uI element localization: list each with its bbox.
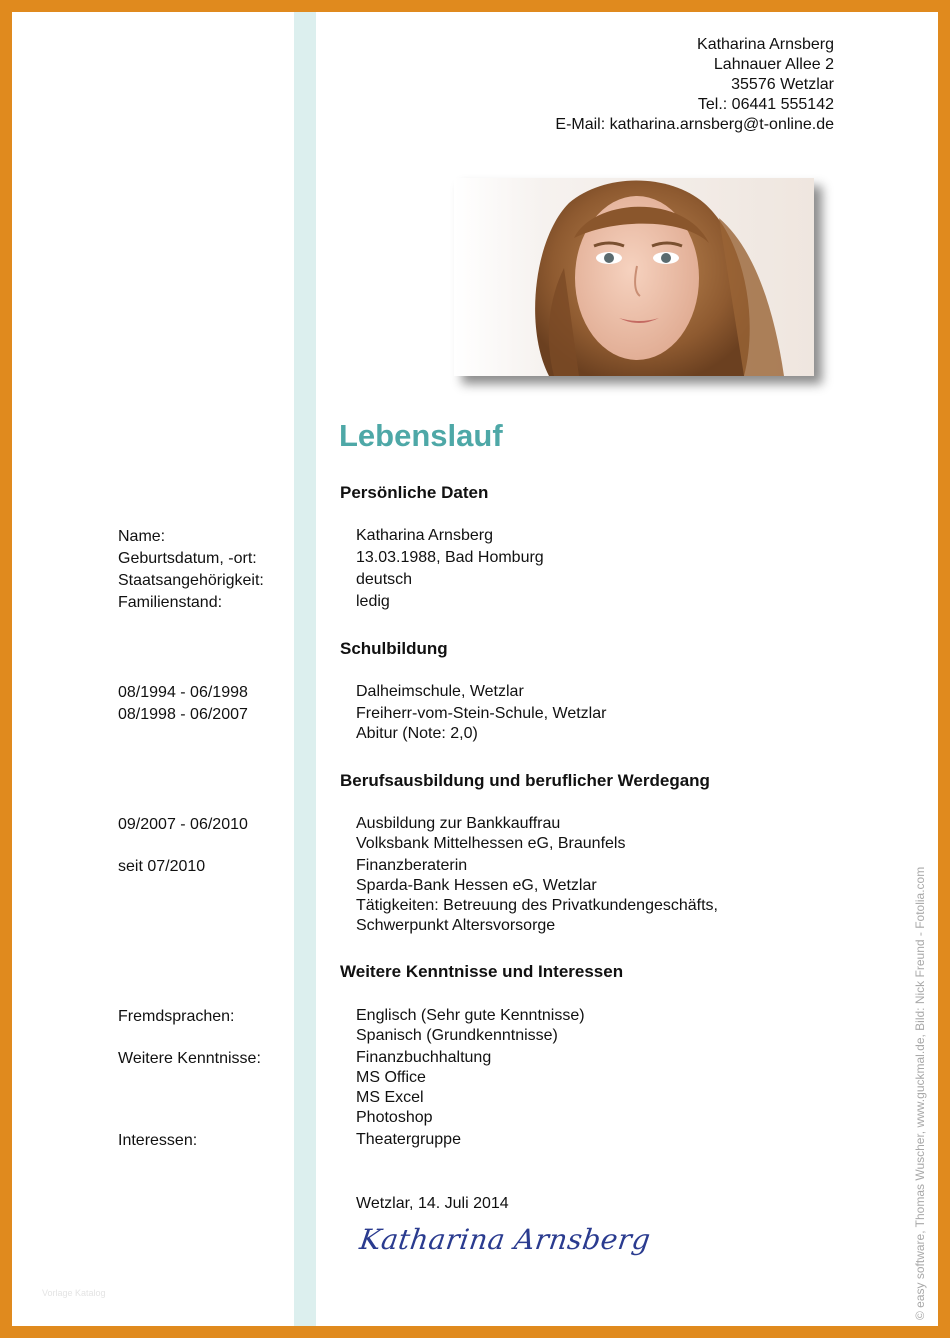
section-heading-school: Schulbildung [340, 639, 448, 658]
place-date: Wetzlar, 14. Juli 2014 [356, 1195, 509, 1212]
image-credit: © easy software, Thomas Wuscher, www.guckmal.de, Bild: Nick Freund - Fotolia.com [913, 866, 927, 1320]
contact-name: Katharina Arnsberg [697, 36, 834, 53]
career-entry-line: Finanzberaterin [356, 857, 468, 874]
career-entry-2 [356, 856, 718, 936]
value-marital-status: ledig [356, 593, 390, 610]
career-entry-line: Tätigkeiten: Betreuung des Privatkundengeschäfts, [356, 897, 718, 914]
skills-line: Englisch (Sehr gute Kenntnisse) [356, 1007, 585, 1024]
section-heading-career: Berufsausbildung und beruflicher Werdegang [340, 771, 710, 790]
label-birth: Geburtsdatum, -ort: [118, 550, 257, 567]
skills-label-other: Weitere Kenntnisse: [118, 1050, 261, 1067]
document-title: Lebenslauf [339, 418, 503, 453]
career-period-2: seit 07/2010 [118, 858, 206, 875]
skills-line: Spanisch (Grundkenntnisse) [356, 1027, 558, 1044]
school-period-2: 08/1998 - 06/2007 [118, 706, 248, 723]
contact-phone: Tel.: 06441 555142 [697, 96, 834, 113]
career-entry-line: Schwerpunkt Altersvorsorge [356, 917, 556, 934]
contact-email: E-Mail: katharina.arnsberg@t-online.de [555, 116, 834, 133]
school-entry-line: Abitur (Note: 2,0) [356, 725, 478, 742]
skills-line: MS Excel [356, 1089, 424, 1106]
value-name: Katharina Arnsberg [356, 527, 493, 544]
skills-interests [356, 1130, 461, 1150]
skills-languages [356, 1006, 585, 1046]
skills-line: Theatergruppe [356, 1131, 461, 1148]
label-name: Name: [118, 528, 166, 545]
skills-label-languages: Fremdsprachen: [118, 1008, 235, 1025]
contact-city: 35576 Wetzlar [731, 76, 834, 93]
section-heading-personal: Persönliche Daten [340, 483, 489, 502]
skills-other [356, 1048, 491, 1128]
label-marital-status: Familienstand: [118, 594, 223, 611]
school-entry-2 [356, 704, 606, 744]
value-nationality: deutsch [356, 571, 413, 588]
skills-line: MS Office [356, 1069, 426, 1086]
section-heading-skills: Weitere Kenntnisse und Interessen [340, 962, 624, 981]
label-nationality: Staatsangehörigkeit: [118, 572, 264, 589]
contact-block [555, 35, 834, 135]
school-period-1: 08/1994 - 06/1998 [118, 684, 248, 701]
career-period-1: 09/2007 - 06/2010 [118, 816, 248, 833]
watermark: Vorlage Katalog [42, 1288, 106, 1298]
school-entry-line: Freiherr-vom-Stein-Schule, Wetzlar [356, 705, 607, 722]
skills-line: Photoshop [356, 1109, 433, 1126]
career-entry-1 [356, 814, 625, 854]
career-entry-line: Volksbank Mittelhessen eG, Braunfels [356, 835, 626, 852]
signature: Katharina Arnsberg [357, 1223, 653, 1256]
school-entry-1 [356, 682, 524, 702]
career-entry-line: Sparda-Bank Hessen eG, Wetzlar [356, 877, 597, 894]
skills-label-interests: Interessen: [118, 1132, 198, 1149]
contact-street: Lahnauer Allee 2 [713, 56, 834, 73]
accent-stripe [294, 12, 316, 1326]
portrait-photo [454, 178, 814, 376]
value-birth: 13.03.1988, Bad Homburg [356, 549, 544, 566]
career-entry-line: Ausbildung zur Bankkauffrau [356, 815, 561, 832]
school-entry-line: Dalheimschule, Wetzlar [356, 683, 524, 700]
skills-line: Finanzbuchhaltung [356, 1049, 492, 1066]
